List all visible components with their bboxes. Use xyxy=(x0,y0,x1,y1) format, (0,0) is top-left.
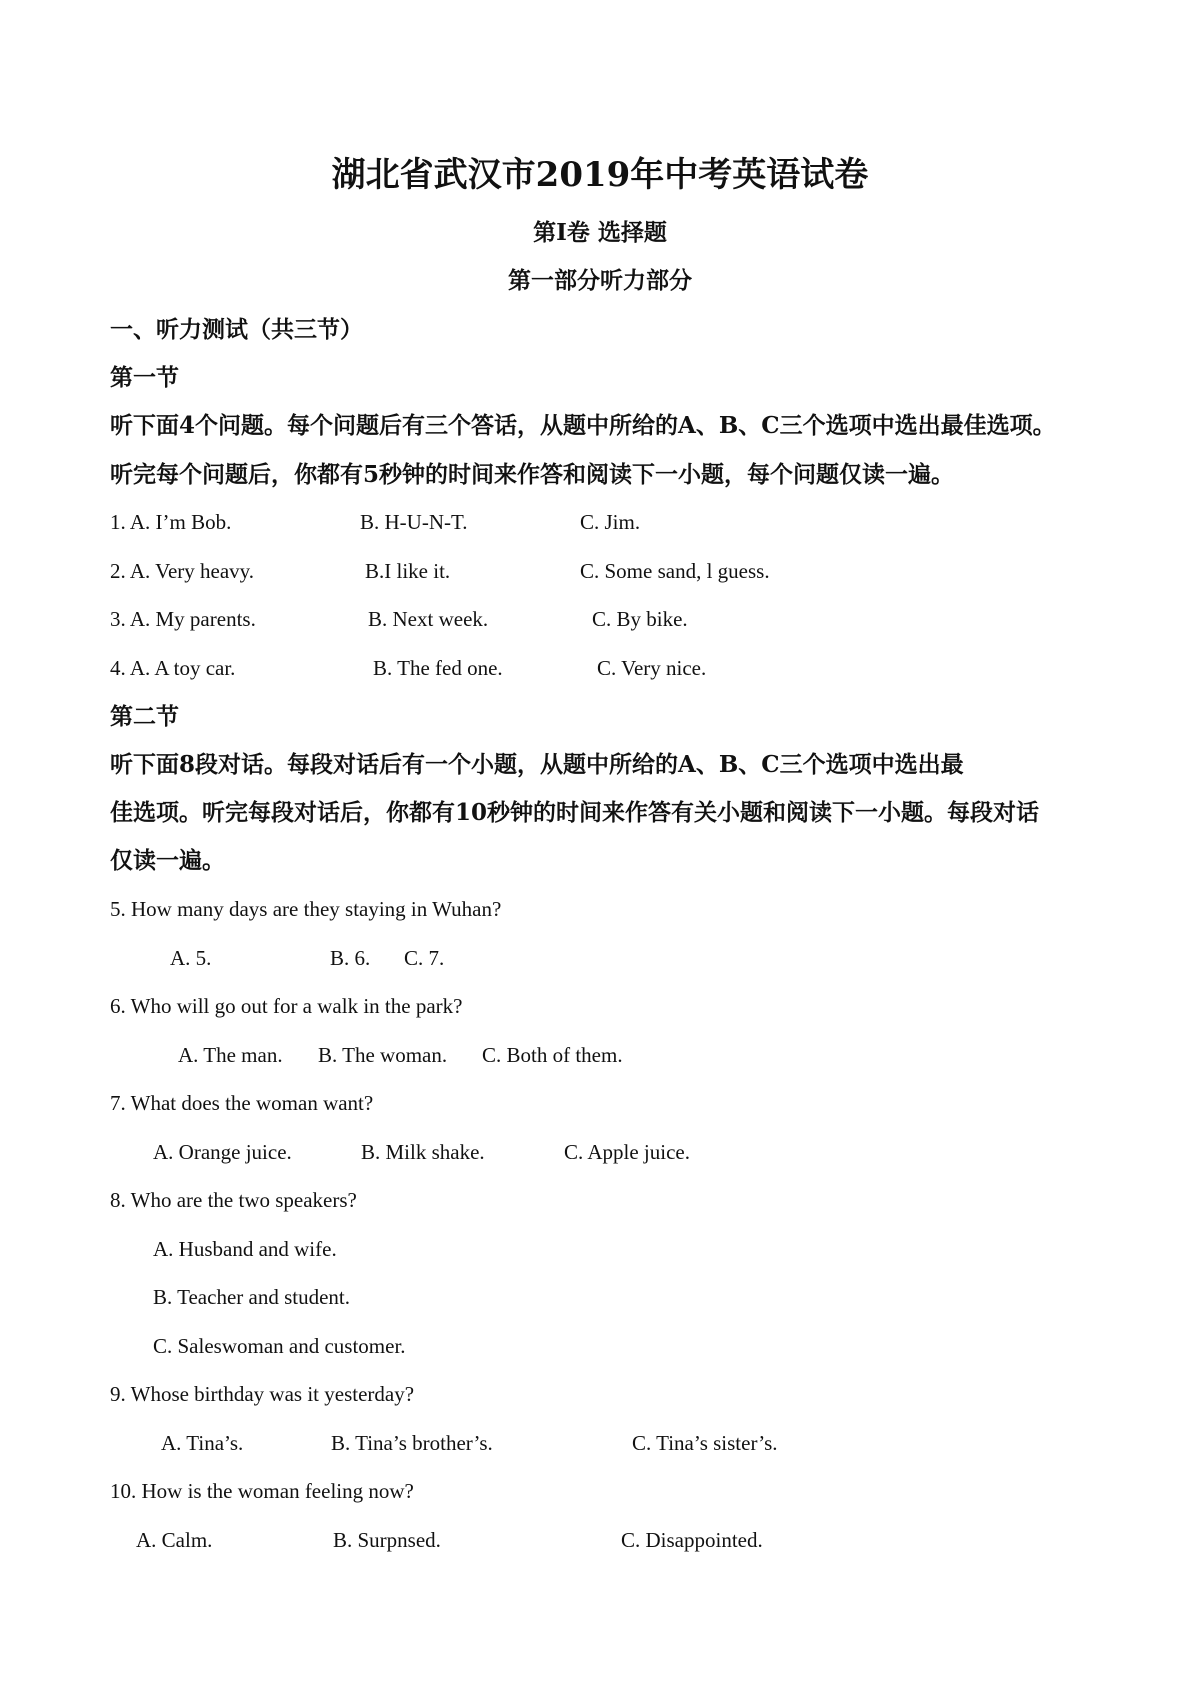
q7-option-b: B. Milk shake. xyxy=(361,1140,485,1164)
q5-option-b: B. 6. xyxy=(330,946,371,970)
part-heading: 第一部分听力部分 xyxy=(508,267,692,294)
q7-option-c: C. Apple juice. xyxy=(564,1140,690,1164)
q5-option-a: A. 5. xyxy=(170,946,212,970)
q7-option-a: A. Orange juice. xyxy=(153,1140,292,1164)
q1-option-c: C. Jim. xyxy=(580,510,641,534)
q3-option-c: C. By bike. xyxy=(592,607,688,631)
q10-option-c: C. Disappointed. xyxy=(621,1528,763,1552)
q10-option-b: B. Surpnsed. xyxy=(333,1528,441,1552)
section2-instruction-line: 听下面8段对话。每段对话后有一个小题，从题中所给的A、B、C三个选项中选出最 xyxy=(110,751,964,778)
q9-option-b: B. Tina’s brother’s. xyxy=(331,1431,493,1455)
exam-title: 湖北省武汉市2019年中考英语试卷 xyxy=(331,155,869,195)
q8-option-c: C. Saleswoman and customer. xyxy=(153,1334,406,1358)
q5-stem: 5. How many days are they staying in Wuhan? xyxy=(110,897,502,921)
q6-stem: 6. Who will go out for a walk in the park? xyxy=(110,994,463,1018)
q9-option-c: C. Tina’s sister’s. xyxy=(632,1431,778,1455)
q3-option-b: B. Next week. xyxy=(368,607,489,631)
q6-option-a: A. The man. xyxy=(178,1043,283,1067)
volume-heading: 第Ⅰ卷 选择题 xyxy=(533,219,667,246)
q2-option-c: C. Some sand, l guess. xyxy=(580,559,770,583)
q10-option-a: A. Calm. xyxy=(136,1528,213,1552)
q5-option-c: C. 7. xyxy=(404,946,445,970)
q2-option-a: 2. A. Very heavy. xyxy=(110,559,255,583)
q4-option-b: B. The fed one. xyxy=(373,656,503,680)
q1-option-b: B. H-U-N-T. xyxy=(360,510,468,534)
q9-stem: 9. Whose birthday was it yesterday? xyxy=(110,1382,415,1406)
section-heading: 一、听力测试（共三节） xyxy=(110,316,363,343)
q3-option-a: 3. A. My parents. xyxy=(110,607,256,631)
section1-heading: 第一节 xyxy=(110,364,179,391)
section1-instruction-line: 听完每个问题后，你都有5秒钟的时间来作答和阅读下一小题，每个问题仅读一遍。 xyxy=(110,461,955,488)
section2-instruction-line: 仅读一遍。 xyxy=(110,847,225,874)
q4-option-c: C. Very nice. xyxy=(597,656,707,680)
q1-option-a: 1. A. I’m Bob. xyxy=(110,510,232,534)
q10-stem: 10. How is the woman feeling now? xyxy=(110,1479,414,1503)
section1-instruction-line: 听下面4个问题。每个问题后有三个答话，从题中所给的A、B、C三个选项中选出最佳选项。 xyxy=(110,412,1056,439)
q8-option-a: A. Husband and wife. xyxy=(153,1237,337,1261)
q7-stem: 7. What does the woman want? xyxy=(110,1091,374,1115)
section2-heading: 第二节 xyxy=(110,703,179,730)
section2-instruction-line: 佳选项。听完每段对话后，你都有10秒钟的时间来作答有关小题和阅读下一小题。每段对话 xyxy=(110,799,1040,826)
q6-option-b: B. The woman. xyxy=(318,1043,448,1067)
q8-option-b: B. Teacher and student. xyxy=(153,1285,350,1309)
q2-option-b: B.I like it. xyxy=(365,559,451,583)
q8-stem: 8. Who are the two speakers? xyxy=(110,1188,357,1212)
q4-option-a: 4. A. A toy car. xyxy=(110,656,236,680)
q6-option-c: C. Both of them. xyxy=(482,1043,623,1067)
q9-option-a: A. Tina’s. xyxy=(161,1431,244,1455)
